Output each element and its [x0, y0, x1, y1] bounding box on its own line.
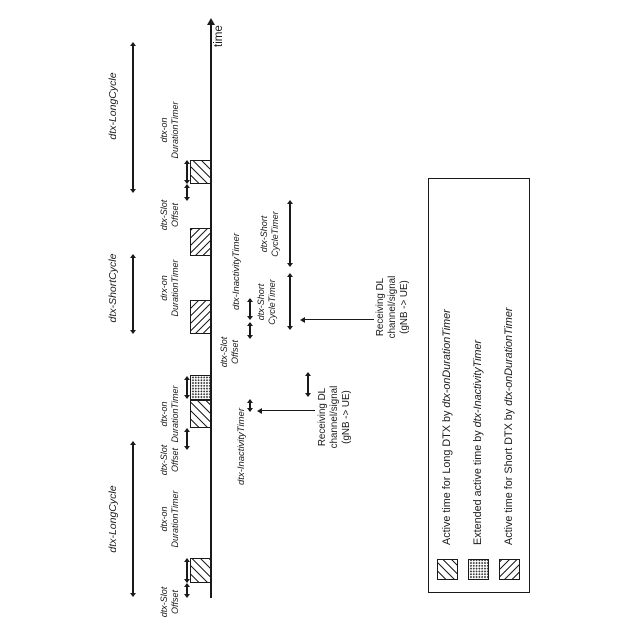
label-line: CycleTimer [269, 211, 280, 257]
label-line: dtx-on [159, 506, 169, 532]
annotation-line: Receiving DL [375, 277, 386, 337]
legend-swatch [499, 559, 520, 580]
label-inactivity-timer-1: dtx-InactivityTimer [236, 408, 247, 485]
up-arrow [257, 407, 315, 415]
label-long-cycle-2: dtx-LongCycle [107, 72, 119, 140]
on-duration-box-long-1 [190, 558, 211, 583]
double-arrow [304, 372, 312, 397]
legend-row [436, 179, 458, 592]
on-duration-box-long-3 [190, 160, 211, 184]
double-arrow [129, 42, 137, 193]
double-arrow [129, 441, 137, 597]
annotation-line: channel/signal [329, 385, 341, 449]
legend-label-param: dtx-onDurationTimer [503, 307, 515, 406]
double-arrow [246, 399, 254, 412]
label-line: dtx-on [159, 117, 169, 143]
label-line: DurationTimer [169, 259, 180, 317]
label-line: CycleTimer [266, 279, 277, 325]
on-duration-box-short-1 [190, 300, 211, 334]
label-line: dtx-Slot [159, 586, 169, 618]
label-line: DurationTimer [169, 490, 180, 548]
label-long-cycle-1: dtx-LongCycle [107, 485, 119, 553]
time-axis-arrowhead-icon [207, 18, 215, 25]
double-arrow [183, 376, 191, 399]
label-line: Offset [169, 448, 180, 473]
label-slot-offset-e [159, 165, 180, 265]
annotation-receiving-dl-2 [375, 252, 412, 362]
on-duration-box-long-2 [190, 400, 211, 428]
annotation-line: (gNB -> UE) [341, 390, 353, 444]
label-on-duration-b [159, 364, 180, 464]
double-arrow [183, 558, 191, 583]
legend-swatch [468, 559, 489, 580]
label-line: dtx-Slot [159, 199, 169, 231]
double-arrow [246, 298, 254, 320]
time-axis-label: time [213, 25, 225, 47]
label-line: DurationTimer [169, 385, 180, 443]
legend-row [498, 179, 520, 592]
double-arrow [286, 200, 294, 267]
label-short-cycle-timer-2 [259, 184, 280, 284]
legend-swatch [437, 559, 458, 580]
label-line: DurationTimer [169, 101, 180, 159]
label-line: dtx-Short [256, 283, 266, 321]
label-on-duration-e [159, 80, 180, 180]
label-line: dtx-Slot [159, 444, 169, 476]
double-arrow [129, 254, 137, 334]
legend-box [428, 178, 530, 593]
legend-row [467, 179, 489, 592]
double-arrow [286, 273, 294, 330]
up-arrow [300, 316, 374, 324]
legend-label-param: dtx-InactivityTimer [472, 339, 484, 428]
label-slot-offset-c [219, 302, 240, 402]
annotation-line: (gNB -> UE) [399, 280, 411, 334]
label-short-cycle: dtx-ShortCycle [107, 253, 119, 323]
legend-label-param: dtx-onDurationTimer [441, 309, 453, 408]
double-arrow [183, 184, 191, 201]
label-line: dtx-Slot [219, 336, 229, 368]
legend-label-text: Active time for Long DTX by [441, 407, 453, 545]
on-duration-box-short-2 [190, 228, 211, 256]
double-arrow [183, 160, 191, 184]
legend-label-text: Extended active time by [472, 427, 484, 545]
label-inactivity-timer-2: dtx-InactivityTimer [231, 233, 242, 310]
label-line: dtx-on [159, 401, 169, 427]
label-line: Offset [169, 590, 180, 615]
label-line: Offset [229, 340, 240, 365]
legend-label-text: Active time for Short DTX by [503, 405, 515, 545]
label-line: drx-on [159, 275, 169, 301]
double-arrow [183, 583, 191, 598]
annotation-line: channel/signal [387, 275, 399, 339]
annotation-line: Receiving DL [317, 387, 328, 447]
extended-active-time-box [190, 375, 211, 400]
double-arrow [246, 322, 254, 339]
label-line: dtx-Short [259, 215, 269, 253]
legend-label [503, 307, 515, 545]
legend-label [441, 309, 453, 545]
double-arrow [183, 428, 191, 450]
legend-label [472, 340, 484, 545]
label-line: Offset [169, 203, 180, 228]
annotation-receiving-dl-1 [317, 362, 354, 472]
